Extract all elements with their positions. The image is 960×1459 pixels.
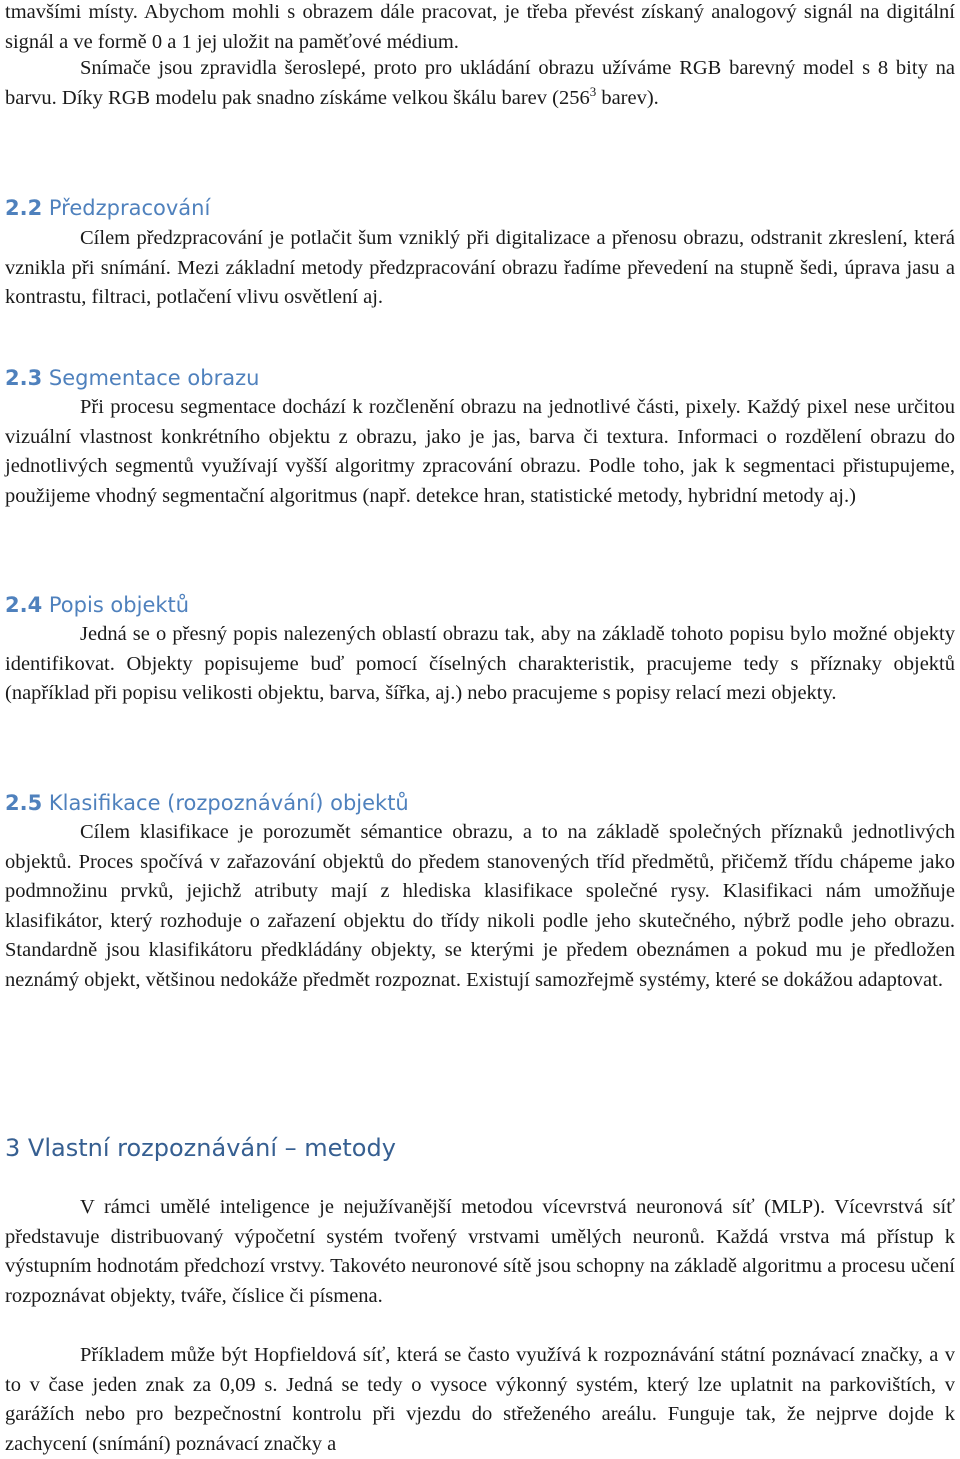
- chapter-title: Vlastní rozpoznávání – metody: [27, 1134, 396, 1162]
- section-text: Jedná se o přesný popis nalezených oblastí obrazu tak, aby na základě tohoto popisu bylo možné objekty identifikovat. Objekty popisujeme buď pomocí číselných charakteristik, pracujeme tedy s příznaky objektů (například při popisu velikosti objektu, barva, šířka, aj.) nebo pracujeme s popisy relací mezi objekty.: [5, 623, 955, 704]
- intro-paragraph-1: [5, 0, 955, 57]
- intro-paragraph-2: [5, 54, 955, 113]
- section-text: Cílem klasifikace je porozumět sémantice obrazu, a to na základě společných příznaků jednotlivých objektů. Proces spočívá v zařazování objektů do předem stanovených tříd předmětů, přičemž třídu chápeme jako podmnožinu prvků, jejichž atributy mají z hlediska klasifikace společné rysy. Klasifikaci nám umožňuje klasifikátor, který rozhoduje o zařazení objektu do třídy nikoli podle jeho skutečného, nýbrž podle jeho obrazu. Standardně jsou klasifikátoru předkládány objekty, se kterými je předem obeznámen a pokud mu je předložen neznámý objekt, většinou nedokáže předmět rozpoznat. Existují samozřejmě systémy, které se dokážou adaptovat.: [5, 821, 955, 991]
- section-heading-2-4: [5, 591, 189, 619]
- chapter-heading-3: [5, 1132, 396, 1164]
- section-heading-2-3: [5, 364, 259, 392]
- chapter-text: Příkladem může být Hopfieldová síť, která se často využívá k rozpoznávání státní poznávací značky, a v to v čase jeden znak za 0,09 s. Jedná se tedy o vysoce výkonný systém, který lze uplatnit na parkovištích, v garážích nebo pro bezpečnostní kontrolu při vjezdu do střeženého areálu. Funguje tak, že nejprve dojde k zachycení (snímání) poznávací značky a: [5, 1344, 955, 1455]
- section-number: 2.4: [5, 593, 43, 617]
- section-text: Při procesu segmentace dochází k rozčlenění obrazu na jednotlivé části, pixely. Každý pixel nese určitou vizuální vlastnost konkrétního objektu z obrazu, jako je jas, barva či textura. Informaci o rozdělení obrazu do jednotlivých segmentů využívají vyšší algoritmy zpracování obrazu. Podle toho, jak k segmentaci přistupujeme, použijeme vhodný segmentační algoritmus (např. detekce hran, statistické metody, hybridní metody aj.): [5, 396, 955, 507]
- section-body-2-5: [5, 818, 955, 995]
- section-heading-2-5: [5, 789, 409, 817]
- section-title: Předzpracování: [48, 196, 211, 220]
- section-body-2-3: [5, 393, 955, 511]
- section-title: Segmentace obrazu: [48, 366, 260, 390]
- intro-text-1: tmavšími místy. Abychom mohli s obrazem dále pracovat, je třeba převést získaný analogový signál na digitální signál a ve formě 0 a 1 jej uložit na paměťové médium.: [5, 1, 955, 53]
- section-title: Popis objektů: [48, 593, 190, 617]
- chapter-3-paragraph-2: [5, 1341, 955, 1459]
- superscript-exponent: 3: [589, 83, 597, 99]
- intro-text-2: Snímače jsou zpravidla šeroslepé, proto pro ukládání obrazu užíváme RGB barevný model s 8 bity na barvu. Díky RGB modelu pak snadno získáme velkou škálu barev (256: [5, 57, 955, 109]
- section-number: 2.5: [5, 791, 43, 815]
- chapter-number: 3: [5, 1134, 21, 1162]
- chapter-text: V rámci umělé inteligence je nejužívanější metodou vícevrstvá neuronová síť (MLP). Vícevrstvá síť představuje distribuovaný výpočetní systém tvořený vrstvami umělých neuronů. Každá vrstva má přístup k výstupním hodnotám předchozí vrstvy. Takovéto neuronové sítě jsou schopny na základě algoritmu a procesu učení rozpoznávat objekty, tváře, číslice či písmena.: [5, 1196, 955, 1307]
- intro-text-2-end: barev).: [596, 86, 659, 109]
- section-heading-2-2: [5, 194, 210, 222]
- section-number: 2.3: [5, 366, 43, 390]
- chapter-3-paragraph-1: [5, 1193, 955, 1311]
- section-body-2-4: [5, 620, 955, 709]
- section-body-2-2: [5, 224, 955, 313]
- section-title: Klasifikace (rozpoznávání) objektů: [48, 791, 409, 815]
- section-text: Cílem předzpracování je potlačit šum vzniklý při digitalizace a přenosu obrazu, odstranit zkreslení, která vznikla při snímání. Mezi základní metody předzpracování obrazu řadíme převedení na stupně šedi, úprava jasu a kontrastu, filtraci, potlačení vlivu osvětlení aj.: [5, 227, 955, 308]
- section-number: 2.2: [5, 196, 43, 220]
